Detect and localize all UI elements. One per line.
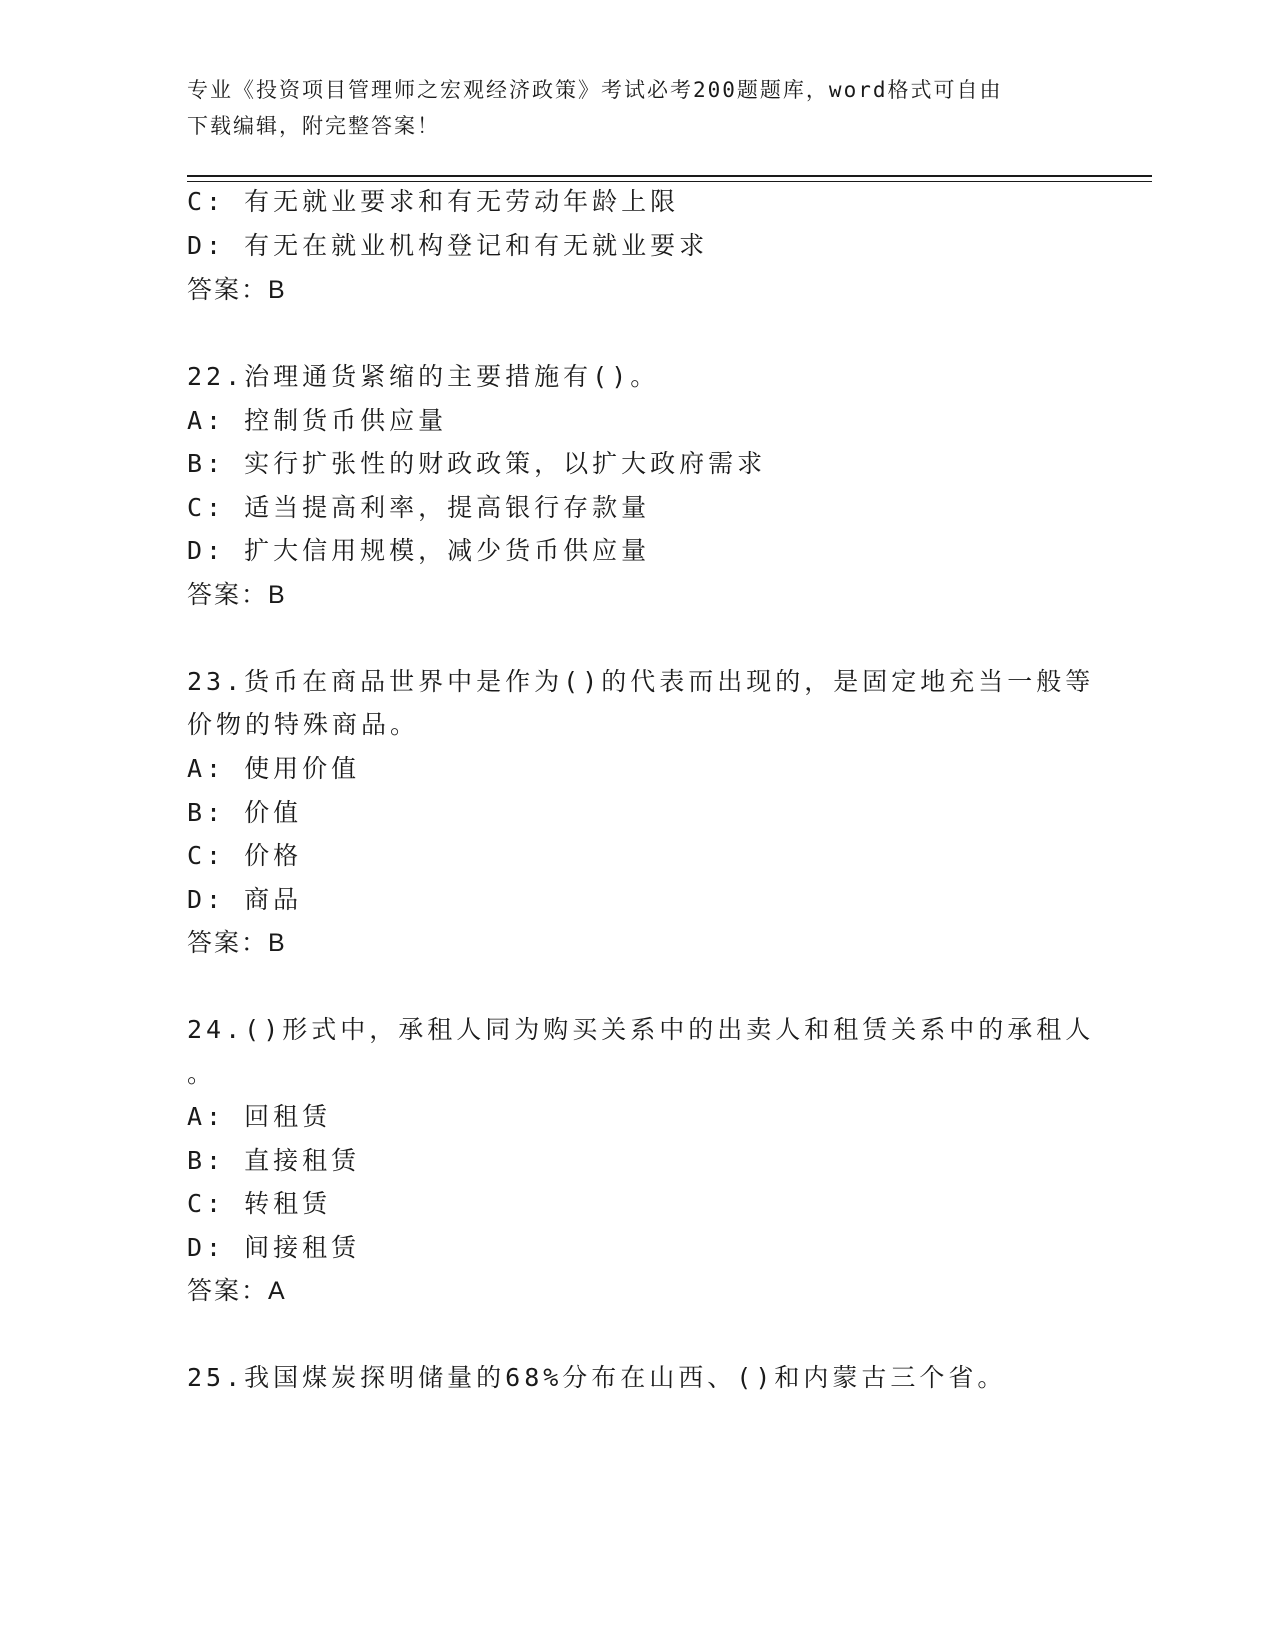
q21-option-c: C: 有无就业要求和有无劳动年龄上限 <box>187 187 680 216</box>
q22-answer: 答案：B <box>187 581 287 609</box>
q24-option-b: B: 直接租赁 <box>187 1146 361 1175</box>
q22-option-a: A: 控制货币供应量 <box>187 406 448 435</box>
q24-stem-line2: 。 <box>187 1059 217 1088</box>
q24-stem-line1: 24.()形式中，承租人同为购买关系中的出卖人和租赁关系中的承租人 <box>187 1015 1095 1044</box>
q23-stem-line2: 价物的特殊商品。 <box>187 710 420 739</box>
q23-option-c: C: 价格 <box>187 841 303 870</box>
q24-option-a: A: 回租赁 <box>187 1102 332 1131</box>
q24-answer: 答案：A <box>187 1277 287 1305</box>
q24-option-c: C: 转租赁 <box>187 1189 332 1218</box>
q22-option-b: B: 实行扩张性的财政政策，以扩大政府需求 <box>187 449 767 478</box>
document-header <box>187 72 1067 144</box>
q23-stem-line1: 23.货币在商品世界中是作为()的代表而出现的，是固定地充当一般等 <box>187 667 1095 696</box>
header-divider-thin <box>187 181 1152 182</box>
q23-option-b: B: 价值 <box>187 798 303 827</box>
q21-answer: 答案：B <box>187 276 287 304</box>
header-text-line2: 下载编辑，附完整答案！ <box>187 114 440 138</box>
q24-option-d: D: 间接租赁 <box>187 1233 361 1262</box>
q23-option-a: A: 使用价值 <box>187 754 361 783</box>
q22-option-c: C: 适当提高利率，提高银行存款量 <box>187 493 651 522</box>
q21-option-d: D: 有无在就业机构登记和有无就业要求 <box>187 231 709 260</box>
header-text-line1: 专业《投资项目管理师之宏观经济政策》考试必考200题题库，word格式可自由 <box>187 78 1003 102</box>
q22-option-d: D: 扩大信用规模，减少货币供应量 <box>187 536 651 565</box>
q23-option-d: D: 商品 <box>187 885 303 914</box>
q22-stem: 22.治理通货紧缩的主要措施有()。 <box>187 362 660 391</box>
q23-answer: 答案：B <box>187 929 287 957</box>
header-divider-thick <box>187 175 1152 177</box>
q25-stem: 25.我国煤炭探明储量的68%分布在山西、()和内蒙古三个省。 <box>187 1363 1007 1392</box>
